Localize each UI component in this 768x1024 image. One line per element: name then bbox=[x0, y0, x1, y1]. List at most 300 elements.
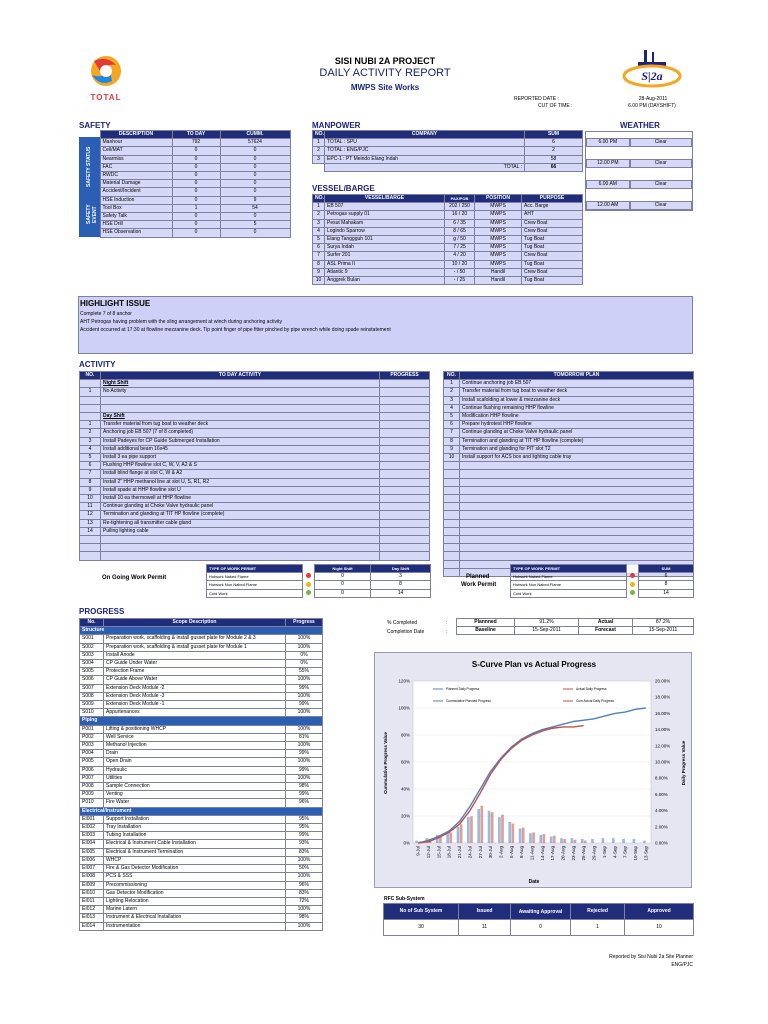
progress-no: EI010 bbox=[80, 889, 104, 897]
progress-value: 95% bbox=[286, 815, 323, 823]
today-activity-row bbox=[80, 429, 430, 437]
daily-bar bbox=[512, 824, 515, 843]
y-tick-label: 40% bbox=[400, 786, 410, 792]
ongoing-day: 3 bbox=[371, 573, 431, 581]
vessel-col-pax: PAX/POB bbox=[445, 195, 475, 203]
vessel-purpose: Tug Boat bbox=[522, 236, 583, 244]
total-logo-text: TOTAL bbox=[90, 93, 122, 102]
progress-row bbox=[80, 750, 323, 758]
tomorrow-blank-cell bbox=[460, 478, 694, 486]
today-shift-spacer bbox=[380, 380, 430, 388]
vessel-col-position: POSITION bbox=[475, 195, 522, 203]
today-progress bbox=[380, 495, 430, 503]
safety-today: 0 bbox=[172, 180, 220, 188]
legend-label: Cum Actual Daily Progress bbox=[576, 699, 614, 704]
progress-row bbox=[80, 742, 323, 750]
x-tick-label: 9-Jul bbox=[415, 846, 421, 856]
completion-label: Completion Date bbox=[387, 629, 425, 635]
safety-event-today: 0 bbox=[172, 196, 220, 204]
daily-bar bbox=[508, 822, 511, 843]
manpower-company: TOTAL : SPU bbox=[325, 139, 525, 147]
vessel-purpose: Crew Boat bbox=[522, 252, 583, 260]
day-shift-label: Day Shift bbox=[101, 413, 380, 421]
safety-row bbox=[79, 163, 290, 171]
progress-row bbox=[80, 840, 323, 848]
daily-bar bbox=[470, 816, 473, 843]
vessel-purpose: Tug Boat bbox=[522, 260, 583, 268]
progress-no: EI005 bbox=[80, 848, 104, 856]
progress-group-row bbox=[80, 807, 323, 815]
tomorrow-blank-row bbox=[444, 470, 694, 478]
vessel-no: 7 bbox=[313, 252, 325, 260]
today-activity-row bbox=[80, 478, 430, 486]
tomorrow-plan: Install scafolding at lower & mezzanine deck bbox=[460, 396, 694, 404]
vessel-position: MWPS bbox=[475, 203, 522, 211]
vessel-pax-capacity: 20 bbox=[460, 252, 466, 259]
permit-indicator-icon bbox=[306, 582, 311, 587]
weather-time: 6.00 PM bbox=[586, 138, 630, 147]
rfc-col-awaiting: Awaiting Approval bbox=[511, 904, 571, 920]
safety-row bbox=[79, 172, 290, 180]
s-curve-chart bbox=[374, 652, 692, 888]
vessel-pax bbox=[445, 260, 475, 268]
vessel-pax-onboard: 6 bbox=[453, 219, 457, 226]
project-name: SISI NUBI 2A PROJECT bbox=[334, 56, 436, 66]
progress-row bbox=[80, 791, 323, 799]
progress-scope: Drain bbox=[104, 750, 286, 758]
progress-no: S007 bbox=[80, 684, 104, 692]
safety-today: 0 bbox=[172, 163, 220, 171]
progress-row bbox=[80, 635, 323, 643]
tomorrow-blank-cell bbox=[460, 462, 694, 470]
tomorrow-blank-cell bbox=[444, 486, 460, 494]
progress-scope: Gas Detector Modification bbox=[104, 889, 286, 897]
vessel-pax-onboard: g bbox=[453, 236, 457, 243]
vessel-position: MWPS bbox=[475, 260, 522, 268]
progress-no: P010 bbox=[80, 799, 104, 807]
today-progress bbox=[380, 478, 430, 486]
tomorrow-blank-row bbox=[444, 486, 694, 494]
manpower-row bbox=[313, 155, 583, 163]
vessel-position: MWPS bbox=[475, 244, 522, 252]
tomorrow-plan: Termination and glanding at TIT HP flowline (complete) bbox=[460, 437, 694, 445]
x-tick-label: 11-Aug bbox=[529, 846, 535, 861]
permit-indicator-icon bbox=[630, 582, 635, 587]
progress-no: P004 bbox=[80, 750, 104, 758]
y2-tick-label: 12.00% bbox=[655, 743, 671, 749]
tomorrow-no: 8 bbox=[444, 437, 460, 445]
tomorrow-blank-row bbox=[444, 527, 694, 535]
progress-value: 100% bbox=[286, 906, 323, 914]
manpower-company: EPC-1 : PT Meindo Elang Indah bbox=[325, 155, 525, 163]
progress-scope: Instrument & Electrical Installation bbox=[104, 914, 286, 922]
progress-row bbox=[80, 660, 323, 668]
today-shift-row bbox=[80, 380, 430, 388]
daily-bar bbox=[477, 809, 480, 843]
project-logo bbox=[618, 48, 686, 92]
vessel-row bbox=[313, 236, 583, 244]
permit-status-dot bbox=[303, 573, 315, 581]
tomorrow-plan-table bbox=[443, 371, 694, 577]
manpower-total-value: 66 bbox=[525, 163, 583, 171]
footer-dept: ENG/PJC bbox=[671, 962, 693, 968]
progress-scope: Protection Frame bbox=[104, 668, 286, 676]
x-tick-label: 24-Jul bbox=[467, 846, 473, 859]
today-activity: Transfer material from tug boat to weather deck bbox=[101, 421, 380, 429]
rfc-col-issued: Issued bbox=[459, 904, 511, 920]
y2-tick-label: 20.00% bbox=[655, 678, 671, 684]
progress-row bbox=[80, 725, 323, 733]
permit-status-dot bbox=[627, 581, 639, 589]
planned-permit-type: Hotwork Non Naked Flame bbox=[511, 581, 627, 589]
tomorrow-blank-cell bbox=[444, 511, 460, 519]
vessel-pax bbox=[445, 244, 475, 252]
vessel-row bbox=[313, 277, 583, 285]
progress-value: 98% bbox=[286, 783, 323, 791]
completed-label: % Completed bbox=[387, 620, 418, 626]
vessel-row bbox=[313, 244, 583, 252]
planned-sum: 8 bbox=[639, 581, 694, 589]
ongoing-col-type: TYPE OF WORK PERMIT bbox=[207, 565, 303, 573]
today-activity-row bbox=[80, 511, 430, 519]
today-no: 8 bbox=[80, 478, 101, 486]
ongoing-permit-row bbox=[207, 581, 431, 589]
safety-event-row bbox=[79, 196, 290, 204]
progress-value: 100% bbox=[286, 922, 323, 930]
manpower-no: 2 bbox=[313, 147, 325, 155]
progress-value: 81% bbox=[286, 733, 323, 741]
manpower-table bbox=[312, 130, 583, 172]
progress-row bbox=[80, 643, 323, 651]
ongoing-permit-label: On Going Work Permit bbox=[102, 575, 167, 581]
vessel-pax-sep: / bbox=[457, 211, 462, 218]
progress-value: 99% bbox=[286, 701, 323, 709]
progress-scope: Tubing Installation bbox=[104, 832, 286, 840]
daily-bar bbox=[633, 839, 636, 843]
today-blank-cell bbox=[80, 536, 101, 544]
vessel-pax-onboard: - bbox=[453, 268, 456, 275]
manpower-row bbox=[313, 147, 583, 155]
today-activity: Flushing HHP flowline slot C, W, V, A2 & S bbox=[101, 462, 380, 470]
vessel-position: MWPS bbox=[475, 227, 522, 235]
today-progress bbox=[380, 388, 430, 396]
progress-scope: Hydraulic bbox=[104, 766, 286, 774]
vessel-position: MWPS bbox=[475, 252, 522, 260]
progress-value: 100% bbox=[286, 873, 323, 881]
y2-tick-label: 6.00% bbox=[655, 791, 668, 797]
rfc-issued-value: 11 bbox=[459, 920, 511, 936]
today-activity-row bbox=[80, 454, 430, 462]
safety-event-row bbox=[79, 204, 290, 212]
safety-event-today: 0 bbox=[172, 221, 220, 229]
forecast-value: 15-Sep-2011 bbox=[633, 627, 694, 635]
vessel-purpose: Crew Boat bbox=[522, 268, 583, 276]
today-progress bbox=[380, 429, 430, 437]
y-tick-label: 120% bbox=[398, 678, 410, 684]
progress-row bbox=[80, 668, 323, 676]
daily-bar bbox=[553, 836, 556, 843]
tomorrow-blank-cell bbox=[444, 544, 460, 552]
manpower-total-spacer bbox=[313, 163, 325, 171]
tomorrow-blank-cell bbox=[460, 527, 694, 535]
today-blank-cell bbox=[80, 404, 101, 412]
permit-status-dot bbox=[303, 581, 315, 589]
safety-event-row bbox=[79, 221, 290, 229]
daily-bar bbox=[602, 838, 605, 843]
vessel-no: 6 bbox=[313, 244, 325, 252]
today-no: 3 bbox=[80, 437, 101, 445]
vessel-pax-capacity: 250 bbox=[461, 203, 470, 210]
daily-bar bbox=[522, 828, 525, 843]
tomorrow-no: 3 bbox=[444, 396, 460, 404]
progress-scope: Open Drain bbox=[104, 758, 286, 766]
rfc-subsystem-value: 30 bbox=[384, 920, 459, 936]
progress-scope: Fire Water bbox=[104, 799, 286, 807]
safety-event-today: 1 bbox=[172, 204, 220, 212]
vessel-pax-onboard: 8 bbox=[453, 227, 457, 234]
today-no: 4 bbox=[80, 445, 101, 453]
today-no: 14 bbox=[80, 527, 101, 535]
vessel-pax-onboard: 16 bbox=[451, 211, 458, 218]
vessel-row bbox=[313, 227, 583, 235]
today-no: 2 bbox=[80, 429, 101, 437]
vessel-no: 4 bbox=[313, 227, 325, 235]
vessel-row bbox=[313, 219, 583, 227]
progress-no: S009 bbox=[80, 701, 104, 709]
tomorrow-blank-cell bbox=[460, 552, 694, 560]
today-activity-row bbox=[80, 503, 430, 511]
safety-desc: Accident/Incident bbox=[100, 188, 172, 196]
x-tick-label: 10-Sep bbox=[632, 846, 638, 861]
progress-row bbox=[80, 758, 323, 766]
progress-no: S008 bbox=[80, 692, 104, 700]
today-shift-spacer bbox=[80, 380, 101, 388]
planned-col-type: TYPE OF WORK PERMIT bbox=[511, 565, 627, 573]
forecast-label: Forecast bbox=[579, 627, 633, 635]
safety-row bbox=[79, 147, 290, 155]
today-activity: Continue glanding at Choke Valve hydraulic panel bbox=[101, 503, 380, 511]
progress-row bbox=[80, 897, 323, 905]
ongoing-day: 14 bbox=[371, 589, 431, 597]
summary-row-date bbox=[457, 627, 694, 635]
planned-permit-row bbox=[511, 589, 694, 597]
progress-scope: Extension Deck Module -3 bbox=[104, 692, 286, 700]
progress-group-row bbox=[80, 717, 323, 725]
vessel-no: 3 bbox=[313, 219, 325, 227]
actual-label: Actual bbox=[579, 619, 633, 627]
today-activity-row bbox=[80, 462, 430, 470]
progress-row bbox=[80, 766, 323, 774]
x-tick-label: 21-Jul bbox=[457, 846, 463, 859]
rfc-values-row bbox=[384, 920, 694, 936]
safety-table bbox=[79, 130, 290, 238]
today-blank-cell bbox=[380, 396, 430, 404]
progress-group-label: Piping bbox=[80, 717, 323, 725]
daily-bar bbox=[550, 837, 553, 843]
vessel-no: 10 bbox=[313, 277, 325, 285]
today-blank-row bbox=[80, 404, 430, 412]
x-tick-label: 1-Sep bbox=[601, 846, 607, 859]
progress-value: 99% bbox=[286, 684, 323, 692]
y2-tick-label: 14.00% bbox=[655, 727, 671, 733]
safety-col-cumm: CUMM. bbox=[220, 131, 290, 139]
tomorrow-blank-cell bbox=[460, 519, 694, 527]
progress-value: 99% bbox=[286, 750, 323, 758]
progress-row bbox=[80, 881, 323, 889]
safety-cumm: 0 bbox=[220, 188, 290, 196]
rfc-awaiting-value: 0 bbox=[511, 920, 571, 936]
safety-row bbox=[79, 180, 290, 188]
safety-row bbox=[79, 139, 290, 147]
safety-cumm: 0 bbox=[220, 172, 290, 180]
progress-group-label: Structure bbox=[80, 627, 323, 635]
progress-scope: Sample Connection bbox=[104, 783, 286, 791]
vessel-purpose: Tug Boat bbox=[522, 277, 583, 285]
tomorrow-blank-row bbox=[444, 544, 694, 552]
vessel-pax-capacity: 35 bbox=[460, 219, 466, 226]
reported-date-label: REPORTED DATE : bbox=[514, 96, 559, 102]
progress-group-label: Electrical/Instrument bbox=[80, 807, 323, 815]
weather-condition: Clear bbox=[630, 159, 692, 168]
safety-event-desc: HSE Drill bbox=[100, 221, 172, 229]
daily-bar bbox=[584, 841, 587, 843]
ongoing-night: 0 bbox=[315, 589, 371, 597]
progress-row bbox=[80, 856, 323, 864]
ongoing-permit-type: Hotwork Naked Flame bbox=[207, 573, 303, 581]
today-no: 1 bbox=[80, 388, 101, 396]
vessel-no: 2 bbox=[313, 211, 325, 219]
x-tick-label: 7-Sep bbox=[622, 846, 628, 859]
progress-no: P008 bbox=[80, 783, 104, 791]
today-blank-cell bbox=[80, 544, 101, 552]
tomorrow-plan: Continue anchoring job EB 507 bbox=[460, 380, 694, 388]
daily-bar bbox=[543, 834, 546, 843]
safety-event-desc: Tool Box bbox=[100, 204, 172, 212]
safety-today: 792 bbox=[172, 139, 220, 147]
x-tick-label: 5-Aug bbox=[508, 846, 514, 859]
x-tick-label: 17-Aug bbox=[550, 846, 556, 861]
manpower-sum: 2 bbox=[525, 147, 583, 155]
tomorrow-blank-row bbox=[444, 478, 694, 486]
ongoing-permit-table bbox=[206, 564, 431, 598]
y2-tick-label: 8.00% bbox=[655, 775, 668, 781]
progress-value: 50% bbox=[286, 865, 323, 873]
today-activity: Termination and glanding at TIT HP flowline (complete) bbox=[101, 511, 380, 519]
safety-desc: FAC bbox=[100, 163, 172, 171]
total-logo-icon bbox=[82, 51, 130, 91]
progress-table bbox=[79, 618, 323, 931]
tomorrow-plan: Prepare hydrotest HHP flowline bbox=[460, 421, 694, 429]
today-blank-cell bbox=[101, 396, 380, 404]
daily-bar bbox=[643, 841, 646, 843]
vessel-name: EB 507 bbox=[325, 203, 445, 211]
vessel-table bbox=[312, 194, 583, 285]
vessel-no: 1 bbox=[313, 203, 325, 211]
ongoing-permit-header bbox=[207, 565, 431, 573]
activity-title: ACTIVITY bbox=[79, 360, 116, 369]
rfc-rejected-value: 1 bbox=[571, 920, 625, 936]
safety-event-row bbox=[79, 229, 290, 237]
x-tick-label: 14-Aug bbox=[539, 846, 545, 861]
progress-group-row bbox=[80, 627, 323, 635]
today-no: 1 bbox=[80, 421, 101, 429]
vessel-name: Surya Indah bbox=[325, 244, 445, 252]
report-title: DAILY ACTIVITY REPORT bbox=[319, 67, 451, 79]
tomorrow-blank-row bbox=[444, 462, 694, 470]
planned-col-sum: SUM bbox=[639, 565, 694, 573]
progress-value: 100% bbox=[286, 692, 323, 700]
vessel-pax-sep: / bbox=[457, 260, 462, 267]
progress-row bbox=[80, 774, 323, 782]
today-blank-row bbox=[80, 536, 430, 544]
today-activity-table bbox=[79, 371, 430, 561]
today-blank-row bbox=[80, 544, 430, 552]
vessel-pax-onboard: 7 bbox=[453, 244, 457, 251]
tomorrow-blank-cell bbox=[460, 486, 694, 494]
today-progress bbox=[380, 486, 430, 494]
safety-col-today: TO DAY bbox=[172, 131, 220, 139]
vessel-pax-capacity: 20 bbox=[461, 260, 468, 267]
progress-value: 96% bbox=[286, 881, 323, 889]
safety-desc: RWDC bbox=[100, 172, 172, 180]
safety-header bbox=[79, 131, 290, 139]
safety-today: 0 bbox=[172, 147, 220, 155]
tomorrow-no: 7 bbox=[444, 429, 460, 437]
safety-desc: Cell/MAT bbox=[100, 147, 172, 155]
weather-row bbox=[586, 201, 692, 210]
progress-scope: WHCP bbox=[104, 856, 286, 864]
today-activity: Install spade at HHP flowline slot U bbox=[101, 486, 380, 494]
vessel-pax-onboard: 202 bbox=[449, 203, 458, 210]
y-tick-label: 0% bbox=[403, 840, 410, 846]
today-activity: Install blind flange at slot C, W & A2 bbox=[101, 470, 380, 478]
today-no: 7 bbox=[80, 470, 101, 478]
baseline-label: Baseline bbox=[457, 627, 515, 635]
progress-row bbox=[80, 889, 323, 897]
progress-value: 0% bbox=[286, 651, 323, 659]
tomorrow-plan: Termination and glanding for PIT slot T2 bbox=[460, 445, 694, 453]
vessel-pax bbox=[445, 277, 475, 285]
daily-bar bbox=[467, 817, 470, 843]
progress-scope: Install Anode bbox=[104, 651, 286, 659]
y-axis-label: Cummulative Progress Value bbox=[383, 731, 388, 795]
tomorrow-blank-row bbox=[444, 503, 694, 511]
today-blank-cell bbox=[101, 552, 380, 560]
today-activity: Install 10 ea thermowell at HHP flowline bbox=[101, 495, 380, 503]
planned-col-dot bbox=[627, 565, 639, 573]
vessel-no: 5 bbox=[313, 236, 325, 244]
daily-bar bbox=[491, 812, 494, 843]
vessel-name: Petrogas supply 01 bbox=[325, 211, 445, 219]
tomorrow-no: 1 bbox=[444, 380, 460, 388]
today-no: 13 bbox=[80, 519, 101, 527]
s-curve-svg bbox=[375, 653, 693, 889]
planned-sum: 14 bbox=[639, 589, 694, 597]
manpower-col-no: NO. bbox=[313, 131, 325, 139]
today-progress bbox=[380, 421, 430, 429]
progress-scope: PCS & SSS bbox=[104, 873, 286, 881]
manpower-col-sum: SUM bbox=[525, 131, 583, 139]
weather-time: 12.00 AM bbox=[586, 201, 630, 210]
vessel-name: ASL Prima II bbox=[325, 260, 445, 268]
tomorrow-row bbox=[444, 454, 694, 462]
tomorrow-col-no: NO. bbox=[444, 372, 460, 380]
ongoing-day: 8 bbox=[371, 581, 431, 589]
tomorrow-blank-cell bbox=[460, 536, 694, 544]
x-tick-label: 27-Jul bbox=[477, 846, 483, 859]
today-no: 12 bbox=[80, 511, 101, 519]
daily-bar bbox=[574, 840, 577, 843]
